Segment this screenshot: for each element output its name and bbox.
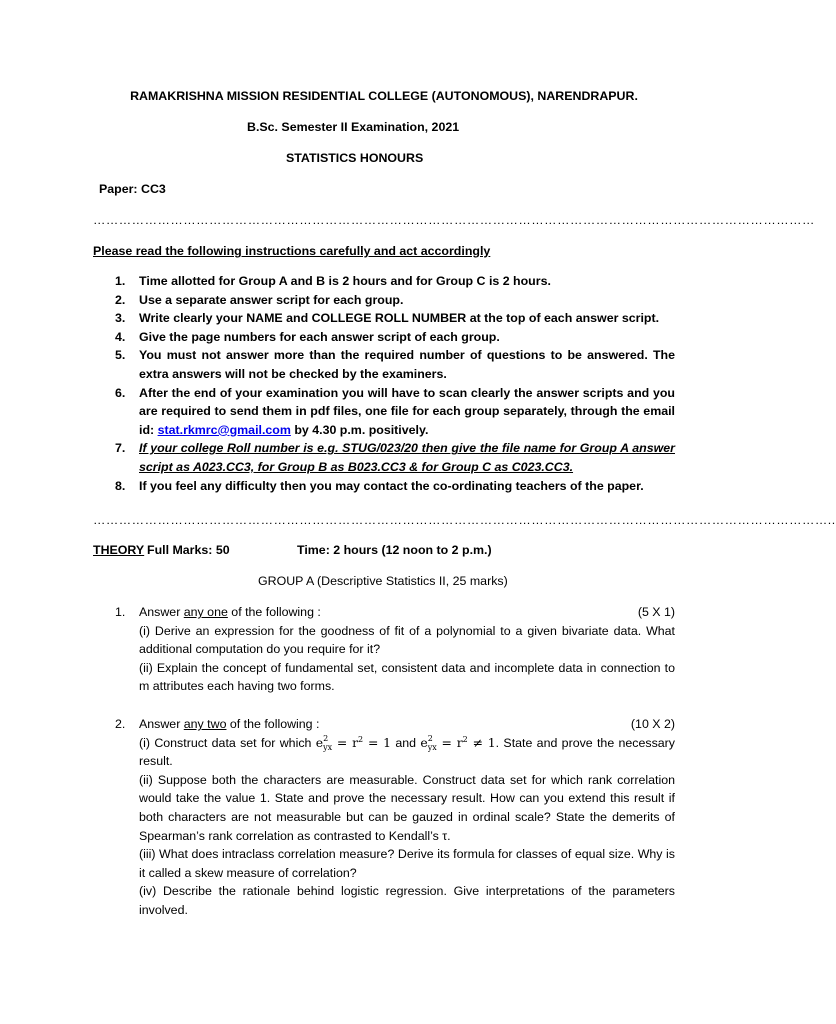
question-number: 1. — [115, 605, 126, 619]
exam-time: Time: 2 hours (12 noon to 2 p.m.) — [297, 543, 492, 557]
question-part: (ii) Explain the concept of fundamental set, consistent data and incomplete data in connection to m attributes each having two forms. — [139, 660, 675, 694]
instruction-item: 4. Give the page numbers for each answer script of each group. — [115, 329, 500, 344]
subject-title: STATISTICS HONOURS — [286, 151, 424, 165]
instruction-item: 1. Time allotted for Group A and B is 2 hours and for Group C is 2 hours. — [115, 274, 551, 288]
paper-code: Paper: CC3 — [99, 182, 166, 196]
question-number: 2. — [115, 717, 126, 731]
question-marks: (5 X 1) — [637, 605, 675, 619]
math-formula: e 2 yx = $r^2 = 1$ — [315, 733, 392, 752]
question-2: 2. Answer any two of the following : (10 X 2) (i) Construct data set for which e 2 yx = $r^2 = 1$ and e 2 yx = $r^2 \ne 1$. State and prove the necessary result. (ii) Suppose both the characters are measurable. Construct data set for which rank correlation would take the value 1. State and prove the necessary result. How can you extend this result if both characters are not measurable but can be gauzed in ordinal scale? State the demerits of Spearman’s rank correlation as contrasted to Kendall’s τ. (iii) What does intraclass correlation measure? Derive its formula for classes of equal size. Why is it called a skew measure of correlation? (iv) Describe the rationale behind logistic regression. Give interpretations of the parameters involved. — [93, 715, 675, 920]
full-marks: Full Marks: 50 — [147, 543, 230, 557]
question-1: 1. Answer any one of the following : (5 X 1) (i) Derive an expression for the goodness of fit of a polynomial to a given bivariate data. What additional computation do you require for it? (ii) Explain the concept of fundamental set, consistent data and incomplete data in connection to m attributes each having two forms. — [93, 603, 675, 696]
instruction-item: 8. If you feel any difficulty then you may contact the co-ordinating teachers of the paper. — [115, 478, 644, 493]
instruction-item: 3. Write clearly your NAME and COLLEGE ROLL NUMBER at the top of each answer script. — [115, 311, 660, 326]
question-part: (i) Construct data set for which e 2 yx = $r^2 = 1$ and e 2 yx = $r^2 \ne 1$. State and prove the necessary result. — [139, 733, 676, 769]
instructions-list — [93, 272, 675, 495]
email-link[interactable]: stat.rkmrc@gmail.com — [157, 422, 291, 437]
exam-title: B.Sc. Semester II Examination, 2021 — [247, 120, 460, 134]
question-part: (i) Derive an expression for the goodness of fit of a polynomial to a given bivariate data. What additional computation do you require for it? — [139, 623, 675, 657]
instruction-item: 5. You must not answer more than the required number of questions to be answered. The extra answers will not be checked by the examiners. — [115, 348, 675, 381]
question-marks: (10 X 2) — [630, 717, 675, 731]
math-formula: e 2 yx = $r^2 \ne 1$ — [420, 733, 496, 752]
theory-label: THEORY — [93, 543, 145, 557]
question-part: (ii) Suppose both the characters are measurable. Construct data set for which rank correlation would take the value 1. State and prove the necessary result. How can you extend this result if both characters are not measurable but can be gauzed in ordinal scale? State the demerits of Spearman’s rank correlation as contrasted to Kendall’s τ. — [139, 772, 675, 843]
instruction-item: 7. If your college Roll number is e.g. STUG/023/20 then give the file name for Group A answer script as A023.CC3, for Group B as B023.CC3 & for Group C as C023.CC3. — [115, 441, 675, 474]
separator-line: ……………………………………………………………………………………………………………………………………………………….. — [93, 513, 836, 527]
group-a-title: GROUP A (Descriptive Statistics II, 25 marks) — [258, 574, 508, 588]
college-name: RAMAKRISHNA MISSION RESIDENTIAL COLLEGE (AUTONOMOUS), NARENDRAPUR. — [130, 89, 638, 103]
question-part: (iii) What does intraclass correlation measure? Derive its formula for classes of equal size. Why is it called a skew measure of correlation? — [139, 847, 675, 880]
instruction-item: 6. After the end of your examination you will have to scan clearly the answer scripts and you are required to send them in pdf files, one file for each group separately, through the email id: stat.rkmrc@gmail.com by 4.30 p.m. positively. — [115, 385, 675, 437]
instructions-heading: Please read the following instructions carefully and act accordingly — [93, 244, 491, 258]
separator-line: …………………………………………………………………………………………………………………………………………………… — [93, 213, 815, 227]
instruction-item: 2. Use a separate answer script for each group. — [115, 292, 404, 307]
question-part: (iv) Describe the rationale behind logistic regression. Give interpretations of the parameters involved. — [139, 884, 675, 917]
